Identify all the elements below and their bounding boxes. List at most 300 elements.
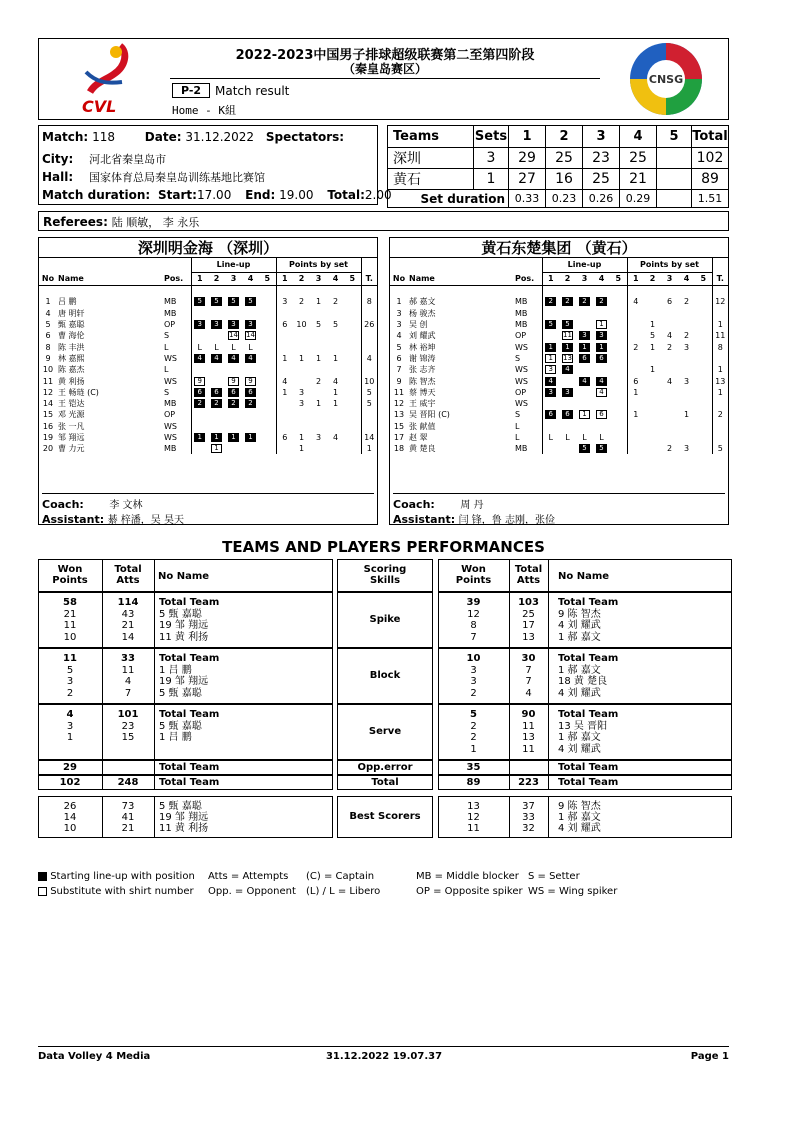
set-points (310, 421, 327, 432)
player-row (390, 353, 728, 364)
total-atts: 13 (522, 631, 535, 643)
away-coach (393, 493, 725, 526)
set-points (644, 353, 661, 364)
player-name: Total Team (558, 777, 619, 788)
lineup-cell (242, 387, 259, 398)
won-points: 14 (63, 812, 77, 823)
player-total (712, 398, 728, 409)
player-total (361, 330, 377, 341)
substitute-number: 4 (596, 388, 607, 397)
lineup-cell (225, 364, 242, 375)
set-points (661, 364, 678, 375)
set-points: 6 (666, 297, 673, 307)
lineup-cell (559, 330, 576, 341)
roster-blank (712, 258, 728, 272)
legend-text: Starting line-up with position (50, 871, 195, 882)
total-atts: 103 (518, 597, 539, 608)
player-no: 20 (42, 444, 54, 454)
lineup-cell (242, 443, 259, 454)
set-points (293, 375, 310, 386)
lineup-cell (242, 421, 259, 432)
player-no: 15 (42, 410, 54, 420)
col-won-points: Won Points (455, 564, 492, 586)
perf-divider (154, 760, 155, 775)
empty-square-icon (38, 887, 47, 896)
player-row (390, 387, 728, 398)
lineup-cell (225, 353, 242, 364)
lineup-cell (225, 330, 242, 341)
won-points: 5 (470, 709, 477, 720)
lineup-cell (559, 296, 576, 307)
lineup-cell (208, 319, 225, 330)
substitute-number: 14 (229, 331, 238, 340)
score-set (657, 169, 692, 190)
player-pos: MB (515, 297, 528, 307)
hall-label: Hall: (42, 170, 74, 184)
player-pos: OP (164, 320, 176, 330)
player-name: 1 郝 嘉文 (558, 664, 601, 676)
player-pos: MB (164, 308, 177, 318)
lineup-cell (225, 387, 242, 398)
roster-group-header (390, 258, 728, 272)
col-total: T. (712, 272, 728, 285)
player-name: 张 一凡 (58, 421, 85, 431)
starting-position: 6 (596, 354, 607, 363)
legend-starting (38, 869, 195, 884)
starting-position: 4 (579, 377, 590, 386)
player-name: 5 甄 嘉聪 (159, 801, 202, 812)
won-points: 2 (470, 720, 477, 732)
set-points (678, 308, 695, 319)
player-total (712, 421, 728, 432)
roster-col-header (39, 272, 377, 285)
lineup-cell: L (231, 342, 236, 352)
set-points (627, 353, 644, 364)
lineup-cell (559, 308, 576, 319)
player-total: 26 (361, 319, 377, 330)
set-points (310, 330, 327, 341)
date-label: Date: (144, 130, 182, 144)
player-no: 13 (393, 410, 405, 420)
total-atts: 21 (121, 823, 135, 834)
player-name: 陈 丰洪 (58, 342, 85, 352)
set-points (327, 308, 344, 319)
score-sets: 3 (474, 148, 509, 169)
set-points (344, 398, 361, 409)
total-atts: 73 (121, 801, 135, 812)
starting-position: 3 (579, 331, 590, 340)
player-row (390, 432, 728, 443)
total-atts: 11 (121, 664, 135, 676)
lineup-cell (542, 341, 559, 352)
player-row (39, 341, 377, 352)
won-points: 35 (466, 762, 481, 773)
lineup-cell (259, 330, 276, 341)
lineup-cell (610, 432, 627, 443)
match-date: 31.12.2022 (185, 130, 255, 144)
lineup-cell (208, 443, 225, 454)
starting-position: 4 (596, 377, 607, 386)
set-points (678, 387, 695, 398)
lineup-cell (610, 296, 627, 307)
set-points: 1 (298, 433, 305, 442)
substitute-number: 9 (245, 377, 256, 386)
player-no: 16 (42, 421, 54, 431)
footer-rule (38, 1046, 729, 1047)
player-pos: WS (164, 376, 177, 386)
starting-position: 1 (596, 343, 607, 352)
player-pos: WS (164, 421, 177, 431)
lineup-cell (225, 421, 242, 432)
starting-position: 2 (194, 399, 205, 408)
lineup-cell (559, 353, 576, 364)
score-set: 27 (509, 169, 546, 190)
lineup-cell: L (214, 342, 219, 352)
lineup-cell (593, 319, 610, 330)
lineup-header: Line-up (542, 258, 627, 272)
score-sets: 1 (474, 169, 509, 190)
perf-divider (154, 796, 155, 838)
won-points: 21 (63, 608, 77, 620)
won-points: 11 (63, 653, 77, 664)
set-points (695, 375, 712, 386)
lineup-cell (191, 308, 208, 319)
col-points-set: 4 (332, 274, 339, 283)
score-header-set1: 1 (509, 126, 546, 148)
substitute-number: 11 (563, 331, 572, 340)
lineup-cell (259, 308, 276, 319)
player-name: 吴 晋阳 (C) (409, 410, 450, 420)
lineup-cell: L (191, 341, 208, 352)
player-row (390, 308, 728, 319)
total-atts: 15 (121, 732, 135, 743)
set-points (276, 421, 293, 432)
set-points: 1 (649, 365, 656, 375)
lineup-cell (191, 443, 208, 454)
lineup-cell (610, 353, 627, 364)
player-name: 吴 创 (409, 320, 428, 330)
assistant-label: Assistant: (42, 513, 105, 526)
total-atts: 13 (522, 732, 535, 743)
col-name: Name (409, 273, 435, 283)
score-team: 黄石 (388, 169, 474, 190)
set-points: 5 (315, 320, 322, 330)
starting-position: 6 (194, 388, 205, 397)
lineup-cell (576, 364, 593, 375)
set-points: 2 (666, 342, 673, 352)
city-value: 河北省秦皇岛市 (89, 153, 167, 166)
won-points: 58 (63, 597, 77, 608)
player-name: 19 邹 翔远 (159, 676, 209, 687)
set-points: 4 (627, 296, 644, 307)
col-lineup-set: 3 (581, 274, 588, 283)
lineup-cell (242, 296, 259, 307)
lineup-cell (542, 375, 559, 386)
lineup-cell (610, 330, 627, 341)
player-row (39, 308, 377, 319)
starting-position: 2 (562, 297, 573, 306)
col-lineup-set: 5 (264, 274, 271, 283)
report-code: P-2 (172, 83, 210, 98)
player-no: 1 (396, 297, 402, 307)
player-no: 12 (393, 399, 405, 409)
set-points: 3 (298, 387, 305, 397)
set-duration-row (388, 190, 729, 208)
player-pos: S (164, 387, 170, 397)
starting-position: 6 (228, 388, 239, 397)
lineup-cell (225, 308, 242, 319)
lineup-cell (593, 443, 610, 454)
total-atts: 4 (124, 676, 132, 687)
set-points (695, 398, 712, 409)
set-points (310, 409, 327, 420)
lineup-cell (559, 375, 576, 386)
set-points (293, 364, 310, 375)
starting-position: 1 (562, 343, 573, 352)
lineup-cell (610, 409, 627, 420)
starting-position: 4 (228, 354, 239, 363)
total-atts: 4 (525, 687, 532, 699)
player-name: 陈 智杰 (409, 376, 436, 386)
total-atts: 33 (522, 812, 535, 823)
home-roster-box (38, 237, 378, 525)
set-points (310, 443, 327, 454)
perf-divider (548, 648, 549, 704)
set-points: 3 (298, 399, 305, 409)
lineup-cell (593, 409, 610, 420)
legend-text: Substitute with shirt number (50, 886, 194, 897)
set-points (327, 330, 344, 341)
set-points: 1 (276, 387, 293, 398)
set-points (644, 398, 661, 409)
player-total: 5 (712, 443, 728, 454)
set-points: 3 (315, 433, 322, 442)
set-points (678, 319, 695, 330)
away-roster-box (389, 237, 729, 525)
set-points (344, 341, 361, 352)
col-lineup-set: 1 (542, 272, 559, 285)
substitute-number: 1 (545, 354, 556, 363)
player-name: Total Team (558, 597, 619, 608)
score-set (657, 148, 692, 169)
lineup-cell (191, 330, 208, 341)
lineup-cell (542, 330, 559, 341)
set-points: 3 (683, 376, 690, 386)
lineup-cell (208, 387, 225, 398)
player-total: 5 (361, 398, 377, 409)
set-points (344, 319, 361, 330)
total-atts: 25 (522, 608, 535, 620)
set-points: 1 (298, 353, 305, 363)
player-no: 10 (42, 365, 54, 375)
won-points: 3 (470, 664, 477, 676)
lineup-cell (191, 319, 208, 330)
starting-position: 5 (562, 320, 573, 329)
lineup-cell (225, 398, 242, 409)
player-no: 4 (396, 331, 402, 341)
roster-blank (361, 285, 377, 296)
player-name: Total Team (159, 762, 220, 773)
starting-position: 2 (211, 399, 222, 408)
won-points: 29 (63, 762, 77, 773)
lineup-header: Line-up (191, 258, 276, 272)
cnsg-logo (628, 41, 704, 117)
player-no: 12 (42, 387, 54, 397)
col-no-name: No Name (558, 571, 610, 582)
player-name: 19 邹 翔远 (159, 620, 209, 631)
lineup-cell (542, 296, 559, 307)
player-total: 1 (361, 443, 377, 454)
lineup-cell (225, 375, 242, 386)
starting-position: 5 (194, 297, 205, 306)
roster-spacer (39, 285, 377, 296)
set-points (344, 364, 361, 375)
lineup-cell (259, 341, 276, 352)
match-line (42, 130, 344, 144)
won-points: 2 (470, 687, 477, 699)
set-points (644, 432, 661, 443)
set-points: 2 (666, 444, 673, 454)
set-points (661, 319, 678, 330)
set-points (293, 308, 310, 319)
set-points (344, 375, 361, 386)
legend-text: OP = Opposite spiker (416, 886, 523, 897)
lineup-cell (576, 375, 593, 386)
roster-blank (712, 285, 728, 296)
points-header: Points by set (276, 258, 361, 272)
duration-label: Match duration: (42, 188, 151, 202)
set-duration-label: Set duration (388, 190, 509, 208)
score-row-home (388, 148, 729, 169)
set-points: 3 (683, 444, 690, 454)
player-name: 郝 嘉文 (409, 297, 436, 307)
set-points (695, 443, 712, 454)
set-points (644, 296, 661, 307)
total-atts: 23 (121, 720, 135, 732)
player-name: Total Team (159, 777, 220, 788)
player-name: 4 刘 耀武 (558, 823, 601, 834)
score-table (387, 125, 729, 208)
player-total: 10 (361, 375, 377, 386)
lineup-cell (576, 341, 593, 352)
player-no: 6 (45, 331, 51, 341)
col-lineup-set: 5 (615, 274, 622, 283)
set-points (627, 443, 644, 454)
lineup-cell (610, 387, 627, 398)
player-row (39, 330, 377, 341)
col-pos: Pos. (164, 273, 184, 283)
lineup-cell (542, 421, 559, 432)
set-points (344, 387, 361, 398)
set-points: 2 (332, 297, 339, 307)
set-points (678, 353, 695, 364)
starting-position: 5 (245, 297, 256, 306)
score-set: 23 (583, 148, 620, 169)
lineup-cell (225, 409, 242, 420)
player-row (39, 387, 377, 398)
set-points (644, 421, 661, 432)
lineup-cell (259, 387, 276, 398)
col-lineup-set: 1 (191, 272, 208, 285)
lineup-cell (593, 308, 610, 319)
won-points: 3 (470, 676, 477, 687)
lineup-cell (576, 409, 593, 420)
col-points-set: 4 (683, 274, 690, 283)
lineup-cell (225, 432, 242, 443)
player-row (39, 432, 377, 443)
player-total: 5 (361, 387, 377, 398)
player-total: 8 (361, 296, 377, 307)
player-total: 1 (712, 364, 728, 375)
perf-divider (548, 775, 549, 790)
total-atts: 41 (121, 812, 135, 823)
set-points (310, 341, 327, 352)
player-no: 3 (396, 308, 402, 318)
footer-left: Data Volley 4 Media (38, 1051, 151, 1062)
lineup-cell (242, 364, 259, 375)
lineup-cell (593, 353, 610, 364)
total-atts: 11 (522, 720, 535, 732)
set-points (344, 432, 361, 443)
performance-title: TEAMS AND PLAYERS PERFORMANCES (222, 538, 545, 556)
perf-divider (548, 592, 549, 648)
player-name: 9 陈 智杰 (558, 801, 601, 812)
total-atts: 14 (121, 631, 135, 643)
lineup-cell (225, 443, 242, 454)
player-name: 5 甄 嘉聪 (159, 720, 202, 732)
lineup-cell (259, 409, 276, 420)
set-points (695, 432, 712, 443)
set-points (276, 398, 293, 409)
set-points: 6 (276, 319, 293, 330)
player-no: 9 (396, 376, 402, 386)
lineup-cell (559, 421, 576, 432)
lineup-cell (576, 330, 593, 341)
set-points (327, 341, 344, 352)
player-pos: WS (515, 365, 528, 375)
starting-position: 4 (245, 354, 256, 363)
won-points: 4 (66, 709, 74, 720)
score-header-set5: 5 (657, 126, 692, 148)
home-coach (42, 493, 374, 526)
lineup-cell (593, 296, 610, 307)
starting-position: 3 (211, 320, 222, 329)
lineup-cell: L (248, 342, 253, 352)
starting-position: 5 (211, 297, 222, 306)
set-points: 6 (276, 432, 293, 443)
player-name: 刘 耀武 (409, 331, 436, 341)
lineup-cell (259, 296, 276, 307)
set-points (344, 409, 361, 420)
player-pos: S (515, 353, 521, 363)
player-pos: MB (515, 308, 528, 318)
scoring-skill-label: Spike (369, 614, 401, 625)
player-row (390, 375, 728, 386)
total-atts: 7 (525, 676, 532, 687)
starting-position: 2 (245, 399, 256, 408)
player-name: 谢 锦涛 (409, 353, 436, 363)
starting-position: 2 (228, 399, 239, 408)
won-points: 2 (470, 732, 477, 743)
city-line (42, 151, 166, 167)
perf-divider (548, 704, 549, 760)
won-points: 11 (63, 620, 77, 631)
won-points: 1 (470, 743, 477, 755)
legend-text: Opp. = Opponent (208, 886, 296, 897)
scoring-skill-label: Serve (368, 726, 402, 737)
lineup-cell (576, 398, 593, 409)
won-points: 13 (467, 801, 480, 812)
